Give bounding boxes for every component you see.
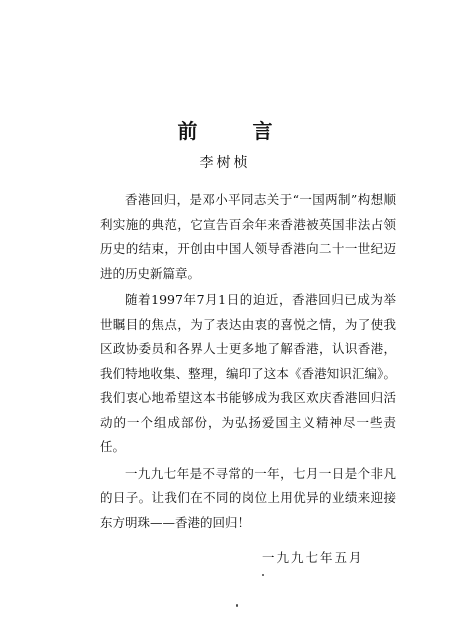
page-title: 前 言 <box>177 119 297 143</box>
paragraph-1: 香港回归，是邓小平同志关于“一国两制”构想顺利实施的典范，它宣告百余年来香港被英国非法占领历史的结束，开创由中国人领导香港向二十一世纪迈进的历史新篇章。 <box>100 192 396 281</box>
scan-speck <box>262 574 264 576</box>
paragraph-3: 一九九七年是不寻常的一年，七月一日是个非凡的日子。让我们在不同的岗位上用优异的业绩来迎接东方明珠——香港的回归！ <box>100 465 396 530</box>
signature-date: 一九九七年五月 <box>262 550 364 565</box>
scan-speck <box>236 604 238 607</box>
author-name: 李树桢 <box>199 155 251 171</box>
preface-body <box>100 188 396 535</box>
paragraph-2: 随着1997年7月1日的迫近，香港回归已成为举世瞩目的焦点，为了表达由衷的喜悦之情，为了使我区政协委员和各界人士更多地了解香港，认识香港，我们特地收集、整理，编印了这本《香港知识汇编》。我们衷心地希望这本书能够成为我区欢庆香港回归活动的一个组成部份，为弘扬爱国主义精神尽一些责任。 <box>100 292 396 454</box>
